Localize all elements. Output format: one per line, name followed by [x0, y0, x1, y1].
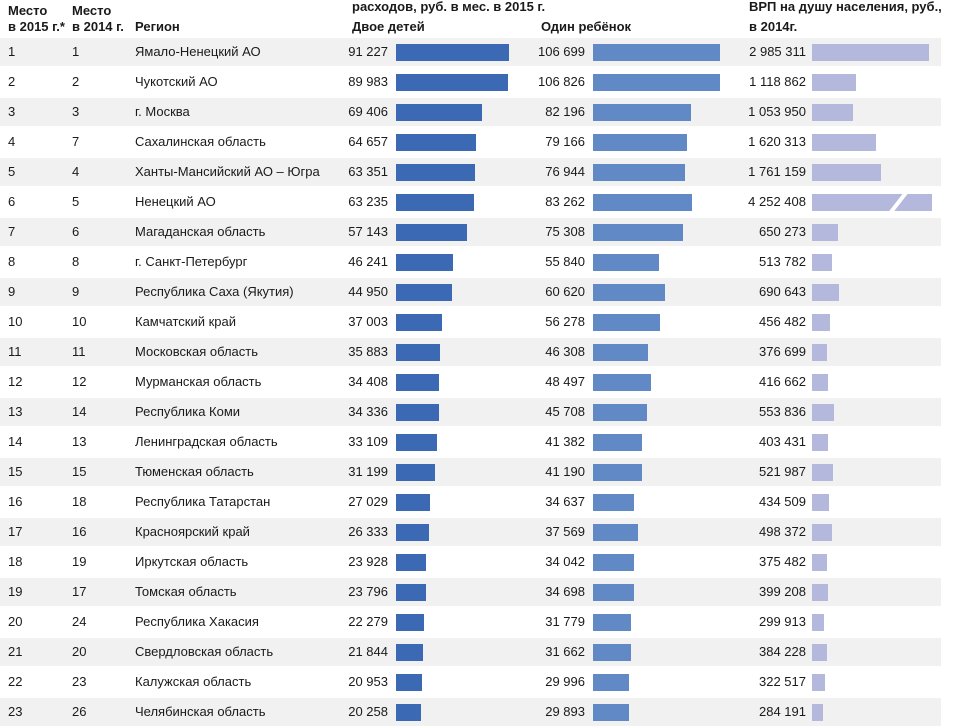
grp-bar	[812, 614, 824, 631]
col-header-expenses-title: расходов, руб. в мес. в 2015 г.	[352, 0, 546, 14]
col-header-one-child: Один ребёнок	[541, 19, 632, 34]
table-row	[0, 128, 958, 158]
two-children-value: 21 844	[348, 644, 388, 659]
one-child-bar	[593, 584, 634, 601]
table-row	[0, 398, 958, 428]
table-body	[0, 38, 958, 728]
region-name: Иркутская область	[135, 554, 249, 569]
one-child-value: 83 262	[545, 194, 585, 209]
grp-value: 1 620 313	[748, 134, 806, 149]
rank-2014-value: 13	[72, 434, 87, 449]
two-children-value: 89 983	[348, 74, 388, 89]
one-child-bar	[593, 134, 687, 151]
table-row	[0, 248, 958, 278]
two-children-value: 34 408	[348, 374, 388, 389]
grp-bar	[812, 254, 832, 271]
two-children-value: 57 143	[348, 224, 388, 239]
one-child-bar	[593, 164, 685, 181]
region-name: Свердловская область	[135, 644, 274, 659]
rank-2014-value: 20	[72, 644, 87, 659]
one-child-value: 82 196	[545, 104, 585, 119]
rank-2014-value: 19	[72, 554, 87, 569]
table-row	[0, 518, 958, 548]
region-name: Республика Коми	[135, 404, 241, 419]
two-children-bar	[396, 614, 424, 631]
two-children-bar	[396, 344, 440, 361]
grp-value: 498 372	[759, 524, 806, 539]
two-children-value: 46 241	[348, 254, 388, 269]
grp-value: 650 273	[759, 224, 806, 239]
two-children-bar	[396, 464, 435, 481]
table-row	[0, 428, 958, 458]
grp-value: 322 517	[759, 674, 806, 689]
grp-bar	[812, 374, 828, 391]
two-children-bar	[396, 434, 437, 451]
two-children-bar	[396, 254, 453, 271]
rank-2014-value: 17	[72, 584, 87, 599]
grp-value: 375 482	[759, 554, 806, 569]
one-child-value: 60 620	[545, 284, 585, 299]
rank-2014-value: 6	[72, 224, 80, 239]
grp-value: 2 985 311	[749, 44, 806, 59]
region-name: г. Санкт-Петербург	[135, 254, 248, 269]
grp-value: 553 836	[759, 404, 806, 419]
rank-2015-value: 23	[8, 704, 23, 719]
grp-bar	[812, 524, 832, 541]
two-children-bar	[396, 44, 509, 61]
region-name: Республика Саха (Якутия)	[135, 284, 294, 299]
one-child-value: 34 637	[545, 494, 585, 509]
one-child-bar	[593, 74, 720, 91]
col-header-rank-2014	[72, 3, 124, 35]
rank-2014-value: 4	[72, 164, 80, 179]
rank-2014-value: 7	[72, 134, 80, 149]
one-child-bar	[593, 284, 665, 301]
two-children-value: 63 235	[348, 194, 388, 209]
grp-bar	[812, 674, 825, 691]
two-children-value: 20 258	[348, 704, 388, 719]
rank-2015-value: 15	[8, 464, 23, 479]
two-children-bar	[396, 644, 423, 661]
one-child-value: 76 944	[545, 164, 585, 179]
col-header-grp-line2: в 2014г.	[749, 19, 798, 34]
region-name: Челябинская область	[135, 704, 266, 719]
rank-2014-value: 14	[72, 404, 87, 419]
region-name: Ханты-Мансийский АО – Югра	[135, 164, 320, 179]
table-row	[0, 458, 958, 488]
two-children-bar	[396, 284, 452, 301]
grp-bar	[812, 464, 833, 481]
one-child-bar	[593, 494, 634, 511]
table-row	[0, 698, 958, 728]
grp-bar	[812, 74, 856, 91]
region-name: Калужская область	[135, 674, 252, 689]
region-name: Ненецкий АО	[135, 194, 216, 209]
two-children-bar	[396, 74, 508, 91]
table-row	[0, 338, 958, 368]
region-name: Ямало-Ненецкий АО	[135, 44, 261, 59]
two-children-bar	[396, 164, 475, 181]
rank-2015-value: 18	[8, 554, 23, 569]
grp-value: 521 987	[759, 464, 806, 479]
grp-bar	[812, 344, 827, 361]
rank-2014-value: 15	[72, 464, 87, 479]
table-row	[0, 638, 958, 668]
two-children-value: 69 406	[348, 104, 388, 119]
one-child-value: 31 779	[545, 614, 585, 629]
rank-2015-value: 20	[8, 614, 23, 629]
one-child-value: 45 708	[545, 404, 585, 419]
table-header	[0, 0, 958, 38]
rank-2015-value: 7	[8, 224, 16, 239]
table-row	[0, 278, 958, 308]
grp-bar	[812, 164, 881, 181]
two-children-bar	[396, 494, 430, 511]
rank-2015-value: 1	[8, 44, 16, 59]
region-name: Магаданская область	[135, 224, 266, 239]
two-children-bar	[396, 134, 476, 151]
table-row	[0, 548, 958, 578]
two-children-bar	[396, 584, 426, 601]
one-child-bar	[593, 524, 638, 541]
region-name: Московская область	[135, 344, 259, 359]
two-children-value: 22 279	[348, 614, 388, 629]
two-children-bar	[396, 104, 482, 121]
grp-value: 384 228	[759, 644, 806, 659]
rank-2015-value: 16	[8, 494, 23, 509]
grp-value: 456 482	[759, 314, 806, 329]
one-child-value: 55 840	[545, 254, 585, 269]
rank-2015-value: 6	[8, 194, 16, 209]
one-child-bar	[593, 614, 631, 631]
grp-bar	[812, 494, 829, 511]
rank-2015-value: 13	[8, 404, 23, 419]
col-header-rank-2014-line2: в 2014 г.	[72, 19, 124, 34]
rank-2015-value: 10	[8, 314, 23, 329]
one-child-value: 34 698	[545, 584, 585, 599]
col-header-rank-2015-line2: в 2015 г.*	[8, 19, 65, 34]
one-child-value: 29 893	[545, 704, 585, 719]
rank-2014-value: 11	[72, 344, 86, 359]
grp-bar	[812, 554, 827, 571]
grp-value: 416 662	[759, 374, 806, 389]
grp-value: 513 782	[759, 254, 806, 269]
region-name: Мурманская область	[135, 374, 262, 389]
two-children-value: 20 953	[348, 674, 388, 689]
region-name: Ленинградская область	[135, 434, 278, 449]
region-name: Чукотский АО	[135, 74, 218, 89]
two-children-bar	[396, 404, 439, 421]
one-child-bar	[593, 404, 647, 421]
rank-2015-value: 12	[8, 374, 23, 389]
table-row	[0, 38, 958, 68]
region-name: Республика Татарстан	[135, 494, 271, 509]
grp-bar	[812, 284, 839, 301]
rank-2015-value: 4	[8, 134, 16, 149]
two-children-bar	[396, 194, 474, 211]
rank-2014-value: 5	[72, 194, 80, 209]
table-row	[0, 218, 958, 248]
grp-value: 376 699	[759, 344, 806, 359]
grp-value: 1 053 950	[748, 104, 806, 119]
region-name: Сахалинская область	[135, 134, 266, 149]
rank-2015-value: 14	[8, 434, 23, 449]
table-row	[0, 68, 958, 98]
two-children-bar	[396, 374, 439, 391]
table-row	[0, 308, 958, 338]
rank-2015-value: 9	[8, 284, 16, 299]
grp-value: 399 208	[759, 584, 806, 599]
one-child-value: 41 382	[545, 434, 585, 449]
table-row	[0, 578, 958, 608]
two-children-value: 26 333	[348, 524, 388, 539]
grp-bar	[812, 404, 834, 421]
one-child-bar	[593, 44, 720, 61]
grp-bar	[812, 194, 932, 211]
one-child-bar	[593, 464, 642, 481]
one-child-bar	[593, 194, 692, 211]
grp-bar	[812, 104, 853, 121]
one-child-value: 79 166	[545, 134, 585, 149]
one-child-bar	[593, 554, 634, 571]
rank-2015-value: 19	[8, 584, 23, 599]
table-row	[0, 158, 958, 188]
table-row	[0, 98, 958, 128]
two-children-value: 34 336	[348, 404, 388, 419]
rank-2014-value: 8	[72, 254, 80, 269]
two-children-bar	[396, 524, 429, 541]
two-children-bar	[396, 674, 422, 691]
two-children-value: 91 227	[348, 44, 388, 59]
two-children-bar	[396, 554, 426, 571]
grp-bar	[812, 314, 830, 331]
grp-value: 434 509	[759, 494, 806, 509]
region-name: Томская область	[135, 584, 237, 599]
one-child-value: 48 497	[545, 374, 585, 389]
grp-bar	[812, 44, 929, 61]
grp-bar	[812, 644, 827, 661]
rank-2015-value: 17	[8, 524, 23, 539]
one-child-bar	[593, 104, 691, 121]
grp-value: 403 431	[759, 434, 806, 449]
col-header-rank-2015-line1: Место	[8, 3, 48, 18]
region-name: Республика Хакасия	[135, 614, 259, 629]
table-row	[0, 368, 958, 398]
two-children-value: 23 796	[348, 584, 388, 599]
one-child-bar	[593, 314, 660, 331]
two-children-bar	[396, 704, 421, 721]
grp-value: 284 191	[759, 704, 806, 719]
two-children-value: 33 109	[348, 434, 388, 449]
rank-2015-value: 2	[8, 74, 16, 89]
rank-2014-value: 1	[72, 44, 80, 59]
one-child-value: 106 826	[538, 74, 585, 89]
grp-bar	[812, 584, 828, 601]
one-child-value: 46 308	[545, 344, 585, 359]
rank-2014-value: 2	[72, 74, 80, 89]
two-children-value: 37 003	[348, 314, 388, 329]
two-children-value: 35 883	[348, 344, 388, 359]
grp-value: 690 643	[759, 284, 806, 299]
one-child-value: 29 996	[545, 674, 585, 689]
grp-value: 4 252 408	[748, 194, 806, 209]
table-row	[0, 608, 958, 638]
grp-value: 299 913	[759, 614, 806, 629]
rank-2015-value: 8	[8, 254, 16, 269]
table-row	[0, 188, 958, 218]
one-child-value: 106 699	[538, 44, 585, 59]
rank-2014-value: 18	[72, 494, 87, 509]
col-header-region: Регион	[135, 19, 180, 34]
rank-2015-value: 5	[8, 164, 16, 179]
region-name: г. Москва	[135, 104, 190, 119]
one-child-bar	[593, 704, 629, 721]
grp-bar	[812, 704, 823, 721]
rank-2014-value: 3	[72, 104, 80, 119]
table-row	[0, 488, 958, 518]
one-child-bar	[593, 224, 683, 241]
two-children-bar	[396, 314, 442, 331]
col-header-rank-2014-line1: Место	[72, 3, 112, 18]
one-child-bar	[593, 254, 659, 271]
col-header-grp-line1: ВРП на душу населения, руб.,	[749, 0, 942, 14]
one-child-bar	[593, 674, 629, 691]
two-children-bar	[396, 224, 467, 241]
grp-value: 1 761 159	[748, 164, 806, 179]
rank-2015-value: 11	[8, 344, 22, 359]
one-child-value: 75 308	[545, 224, 585, 239]
one-child-value: 41 190	[545, 464, 585, 479]
rank-2014-value: 9	[72, 284, 80, 299]
table-row	[0, 668, 958, 698]
rank-2014-value: 16	[72, 524, 87, 539]
rank-2014-value: 26	[72, 704, 87, 719]
grp-value: 1 118 862	[749, 74, 806, 89]
rank-2015-value: 3	[8, 104, 16, 119]
rank-2014-value: 23	[72, 674, 87, 689]
one-child-bar	[593, 344, 648, 361]
one-child-value: 31 662	[545, 644, 585, 659]
rank-2014-value: 12	[72, 374, 87, 389]
grp-bar	[812, 224, 838, 241]
col-header-rank-2015	[8, 3, 65, 35]
one-child-value: 56 278	[545, 314, 585, 329]
col-header-two-children: Двое детей	[352, 19, 425, 34]
two-children-value: 63 351	[348, 164, 388, 179]
one-child-bar	[593, 644, 631, 661]
region-name: Тюменская область	[135, 464, 254, 479]
two-children-value: 64 657	[348, 134, 388, 149]
two-children-value: 44 950	[348, 284, 388, 299]
rank-2014-value: 24	[72, 614, 87, 629]
one-child-value: 34 042	[545, 554, 585, 569]
rank-2015-value: 22	[8, 674, 23, 689]
one-child-bar	[593, 374, 651, 391]
one-child-value: 37 569	[545, 524, 585, 539]
rank-2015-value: 21	[8, 644, 23, 659]
region-name: Красноярский край	[135, 524, 250, 539]
one-child-bar	[593, 434, 642, 451]
grp-bar	[812, 134, 876, 151]
two-children-value: 27 029	[348, 494, 388, 509]
two-children-value: 31 199	[348, 464, 388, 479]
two-children-value: 23 928	[348, 554, 388, 569]
grp-bar	[812, 434, 828, 451]
region-name: Камчатский край	[135, 314, 236, 329]
rank-2014-value: 10	[72, 314, 87, 329]
